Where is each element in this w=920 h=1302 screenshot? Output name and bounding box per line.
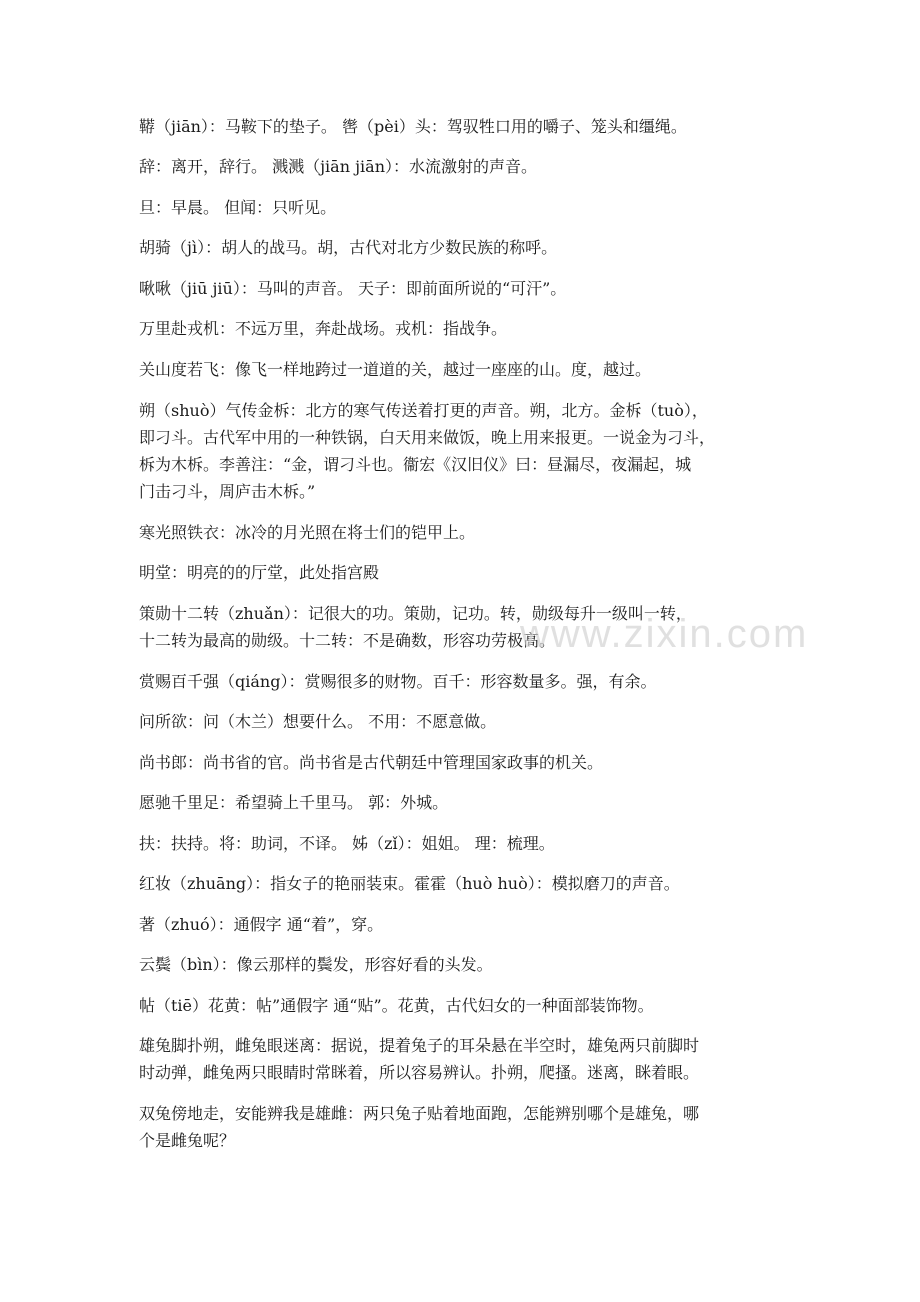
text-line: 尚书郎：尚书省的官。尚书省是古代朝廷中管理国家政事的机关。	[139, 753, 604, 772]
text-line: 扶：扶持。将：助词，不译。 姊（zǐ）：姐姐。 理：梳理。	[139, 834, 555, 853]
text-line: 旦：早晨。 但闻：只听见。	[139, 198, 337, 217]
text-line: 鞯（jiān）：马鞍下的垫子。 辔（pèi）头：驾驭牲口用的嚼子、笼头和缰绳。	[139, 117, 687, 136]
text-line: 帖（tiē）花黄：帖”通假字 通“贴”。花黄，古代妇女的一种面部装饰物。	[139, 996, 654, 1015]
text-line: 红妆（zhuāng）：指女子的艳丽装束。霍霍（huò huò）：模拟磨刀的声音。	[139, 874, 680, 893]
text-line: 胡骑（jì）：胡人的战马。胡，古代对北方少数民族的称呼。	[139, 238, 558, 257]
watermark: www.zixin.com	[520, 612, 809, 656]
text-line: 云鬓（bìn）：像云那样的鬓发，形容好看的头发。	[139, 955, 493, 974]
text-line: 愿驰千里足：希望骑上千里马。 郭：外城。	[139, 793, 449, 812]
text-line: 柝为木柝。李善注：“金，谓刁斗也。衞宏《汉旧仪》曰：昼漏尽，夜漏起，城	[139, 455, 692, 474]
text-line: 关山度若飞：像飞一样地跨过一道道的关，越过一座座的山。度，越过。	[139, 360, 652, 379]
text-line: 即刁斗。古代军中用的一种铁锅，白天用来做饭，晚上用来报更。一说金为刁斗，	[139, 428, 716, 447]
text-line: 著（zhuó）：通假字 通“着”，穿。	[139, 915, 384, 934]
text-line: 明堂：明亮的的厅堂，此处指宫殿	[139, 563, 380, 582]
text-line: 寒光照铁衣：冰冷的月光照在将士们的铠甲上。	[139, 523, 476, 542]
text-line: 时动弹，雌兔两只眼睛时常眯着，所以容易辨认。扑朔，爬搔。迷离，眯着眼。	[139, 1063, 700, 1082]
text-line: 辞：离开，辞行。 溅溅（jiān jiān）：水流激射的声音。	[139, 157, 538, 176]
text-line: 啾啾（jiū jiū）：马叫的声音。 天子：即前面所说的“可汗”。	[139, 279, 567, 298]
text-line: 策勋十二转（zhuǎn）：记很大的功。策勋，记功。转，勋级每升一级叫一转，	[139, 604, 692, 623]
text-line: 朔（shuò）气传金柝：北方的寒气传送着打更的声音。朔，北方。金柝（tuò），	[139, 401, 708, 420]
text-line: 双兔傍地走，安能辨我是雄雌：两只兔子贴着地面跑，怎能辨别哪个是雄兔，哪	[139, 1104, 700, 1123]
text-line: 万里赴戎机：不远万里，奔赴战场。戎机：指战争。	[139, 319, 508, 338]
text-line: 十二转为最高的勋级。十二转：不是确数，形容功劳极高。	[139, 631, 556, 650]
text-line: 雄兔脚扑朔，雌兔眼迷离：据说，提着兔子的耳朵悬在半空时，雄兔两只前脚时	[139, 1036, 700, 1055]
text-line: 个是雌兔呢？	[139, 1131, 236, 1150]
text-line: 赏赐百千强（qiáng）：赏赐很多的财物。百千：形容数量多。强，有余。	[139, 672, 657, 691]
text-line: 问所欲：问（木兰）想要什么。 不用：不愿意做。	[139, 712, 497, 731]
text-line: 门击刁斗，周庐击木柝。”	[139, 482, 316, 501]
